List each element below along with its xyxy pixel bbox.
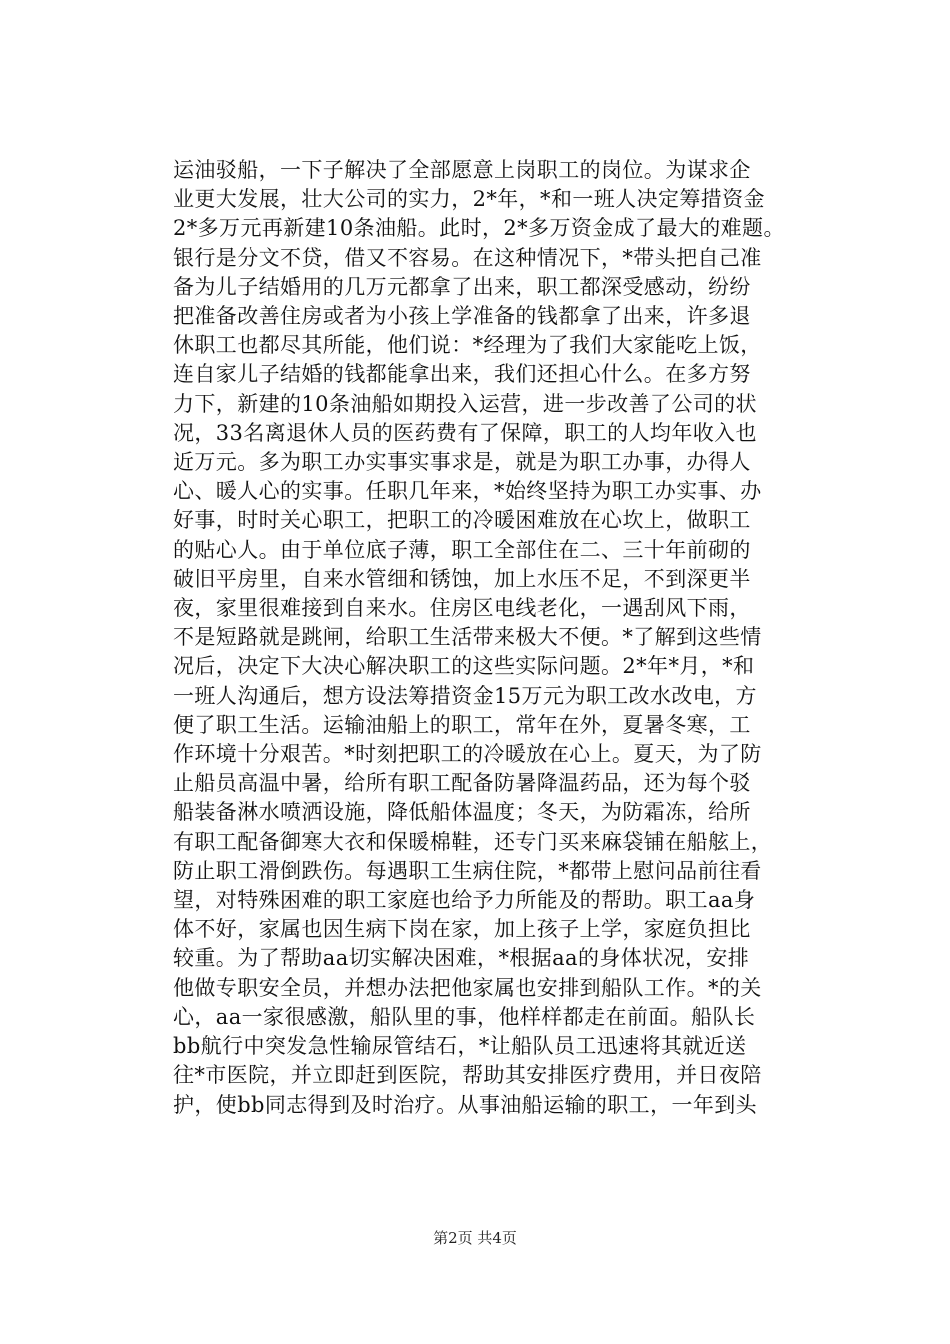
text-line: 不是短路就是跳闸，给职工生活带来极大不便。*了解到这些情 bbox=[173, 625, 762, 650]
text-line: 船装备淋水喷洒设施，降低船体温度；冬天，为防霜冻，给所 bbox=[173, 800, 751, 825]
text-line: 一班人沟通后，想方设法筹措资金15万元为职工改水改电，方 bbox=[173, 683, 757, 708]
text-line: 他做专职安全员，并想办法把他家属也安排到船队工作。*的关 bbox=[173, 975, 762, 1000]
text-line: 心，aa一家很感激，船队里的事，他样样都走在前面。船队长 bbox=[173, 1004, 756, 1029]
text-line: 况，33名离退休人员的医药费有了保障，职工的人均年收入也 bbox=[173, 420, 757, 445]
text-line: 破旧平房里，自来水管细和锈蚀，加上水压不足，不到深更半 bbox=[173, 566, 751, 591]
text-line: 好事，时时关心职工，把职工的冷暖困难放在心坎上，做职工 bbox=[173, 508, 751, 533]
text-line: 况后，决定下大决心解决职工的这些实际问题。2*年*月，*和 bbox=[173, 654, 755, 679]
text-line: 止船员高温中暑，给所有职工配备防暑降温药品，还为每个驳 bbox=[173, 771, 751, 796]
text-line: 银行是分文不贷，借又不容易。在这种情况下，*带头把自己准 bbox=[173, 245, 762, 270]
text-line: 把准备改善住房或者为小孩上学准备的钱都拿了出来，许多退 bbox=[173, 304, 751, 329]
text-line: 往*市医院，并立即赶到医院，帮助其安排医疗费用，并日夜陪 bbox=[173, 1063, 762, 1088]
text-line: 运油驳船，一下子解决了全部愿意上岗职工的岗位。为谋求企 bbox=[173, 158, 751, 182]
text-line: 作环境十分艰苦。*时刻把职工的冷暖放在心上。夏天，为了防 bbox=[173, 742, 762, 767]
text-line: 护，使bb同志得到及时治疗。从事油船运输的职工，一年到头 bbox=[173, 1092, 758, 1117]
text-line: bb航行中突发急性输尿管结石，*让船队员工迅速将其就近送 bbox=[173, 1034, 747, 1059]
text-line: 心、暖人心的实事。任职几年来，*始终坚持为职工办实事、办 bbox=[173, 479, 762, 504]
page-number-footer: 第2页 共4页 bbox=[433, 1229, 517, 1247]
text-line: 连自家儿子结婚的钱都能拿出来，我们还担心什么。在多方努 bbox=[173, 362, 751, 387]
text-line: 力下，新建的10条油船如期投入运营，进一步改善了公司的状 bbox=[173, 391, 757, 416]
text-line: 体不好，家属也因生病下岗在家，加上孩子上学，家庭负担比 bbox=[173, 917, 751, 942]
text-line: 2*多万元再新建10条油船。此时，2*多万资金成了最大的难题。 bbox=[173, 216, 785, 241]
text-line: 业更大发展，壮大公司的实力，2*年，*和一班人决定筹措资金 bbox=[173, 187, 765, 212]
text-line: 近万元。多为职工办实事实事求是，就是为职工办事，办得人 bbox=[173, 450, 751, 475]
text-line: 望，对特殊困难的职工家庭也给予力所能及的帮助。职工aa身 bbox=[173, 888, 756, 913]
text-line: 休职工也都尽其所能，他们说：*经理为了我们大家能吃上饭， bbox=[173, 333, 762, 358]
text-line: 较重。为了帮助aa切实解决困难，*根据aa的身体状况，安排 bbox=[173, 946, 750, 971]
text-line: 夜，家里很难接到自来水。住房区电线老化，一遇刮风下雨， bbox=[173, 596, 751, 621]
text-line: 便了职工生活。运输油船上的职工，常年在外，夏暑冬寒，工 bbox=[173, 712, 751, 737]
body-paragraph bbox=[173, 156, 873, 1120]
text-line: 备为儿子结婚用的几万元都拿了出来，职工都深受感动，纷纷 bbox=[173, 274, 751, 299]
text-line: 的贴心人。由于单位底子薄，职工全部住在二、三十年前砌的 bbox=[173, 537, 751, 562]
text-line: 有职工配备御寒大衣和保暖棉鞋，还专门买来麻袋铺在船舷上， bbox=[173, 829, 773, 854]
text-line: 防止职工滑倒跌伤。每遇职工生病住院，*都带上慰问品前往看 bbox=[173, 858, 762, 883]
